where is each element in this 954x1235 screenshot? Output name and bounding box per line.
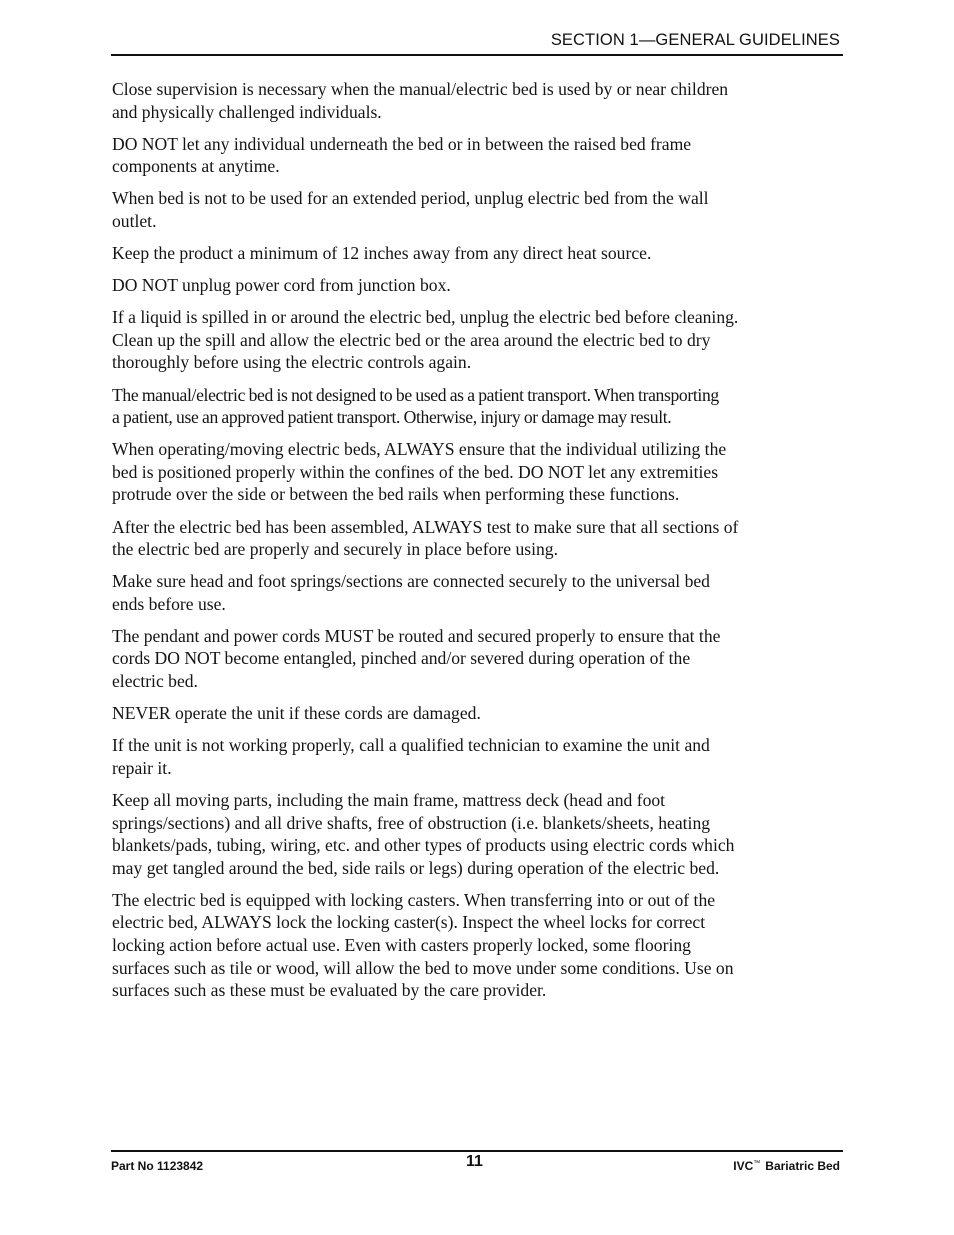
- text-line: Keep the product a minimum of 12 inches away from any direct heat source.: [112, 243, 652, 264]
- text-line: the electric bed are properly and securely in place before using.: [112, 539, 558, 560]
- text-line: Clean up the spill and allow the electric bed or the area around the electric bed to dry: [112, 329, 711, 350]
- product-label: [733, 1159, 840, 1173]
- text-line: When operating/moving electric beds, ALWAYS ensure that the individual utilizing the: [112, 439, 727, 460]
- text-line: repair it.: [112, 757, 172, 778]
- text-line: Close supervision is necessary when the manual/electric bed is used by or near children: [112, 79, 729, 99]
- text-line: a patient, use an approved patient transport. Otherwise, injury or damage may result.: [112, 407, 672, 428]
- text-line: may get tangled around the bed, side rails or legs) during operation of the electric bed.: [112, 857, 720, 878]
- text-line: outlet.: [112, 210, 157, 231]
- section-title: SECTION 1—GENERAL GUIDELINES: [550, 31, 840, 49]
- footer-divider: [111, 1150, 843, 1152]
- text-line: The manual/electric bed is not designed to be used as a patient transport. When transporting: [112, 384, 719, 405]
- text-line: electric bed.: [112, 671, 198, 692]
- text-line: Keep all moving parts, including the main frame, mattress deck (head and foot: [112, 789, 666, 810]
- text-line: NEVER operate the unit if these cords are damaged.: [112, 703, 481, 724]
- paragraph-locking-casters: [112, 889, 844, 1002]
- paragraph-unplug-extended: [112, 187, 844, 232]
- text-line: surfaces such as tile or wood, will allow the bed to move under some conditions. Use on: [112, 957, 734, 978]
- paragraph-cord-routing: [112, 625, 844, 693]
- paragraph-operating-moving: [112, 438, 844, 506]
- paragraph-supervision: [112, 78, 844, 123]
- paragraph-springs-connected: [112, 570, 844, 615]
- text-line: surfaces such as these must be evaluated by the care provider.: [112, 980, 547, 1001]
- text-line: locking action before actual use. Even with casters properly locked, some flooring: [112, 935, 691, 955]
- text-line: When bed is not to be used for an extended period, unplug electric bed from the wall: [112, 188, 709, 209]
- text-line: The electric bed is equipped with locking casters. When transferring into or out of the: [112, 889, 716, 910]
- text-line: The pendant and power cords MUST be routed and secured properly to ensure that the: [112, 625, 721, 646]
- paragraph-moving-parts: [112, 789, 844, 879]
- text-line: and physically challenged individuals.: [112, 101, 382, 122]
- text-line: Make sure head and foot springs/sections are connected securely to the universal bed: [112, 571, 710, 592]
- text-line: cords DO NOT become entangled, pinched and/or severed during operation of the: [112, 648, 691, 669]
- paragraph-liquid-spill: [112, 306, 844, 374]
- text-line: blankets/pads, tubing, wiring, etc. and other types of products using electric cords which: [112, 835, 735, 856]
- text-line: thoroughly before using the electric controls again.: [112, 352, 472, 373]
- page-number: 11: [466, 1153, 483, 1170]
- brand-name: IVC: [733, 1159, 754, 1173]
- text-line: electric bed, ALWAYS lock the locking caster(s). Inspect the wheel locks for correct: [112, 912, 706, 933]
- paragraph-patient-transport: [112, 384, 844, 429]
- text-line: ends before use.: [112, 593, 226, 614]
- text-line: springs/sections) and all drive shafts, free of obstruction (i.e. blankets/sheets, heating: [112, 812, 711, 833]
- part-number: Part No 1123842: [111, 1159, 204, 1173]
- guidelines-body: [112, 78, 844, 1011]
- text-line: After the electric bed has been assembled, ALWAYS test to make sure that all sections of: [112, 516, 739, 537]
- header-divider: [111, 54, 843, 56]
- paragraph-qualified-technician: [112, 734, 844, 779]
- paragraph-junction-box: [112, 274, 844, 297]
- text-line: If the unit is not working properly, call a qualified technician to examine the unit and: [112, 735, 710, 756]
- text-line: DO NOT let any individual underneath the bed or in between the raised bed frame: [112, 133, 692, 154]
- trademark-symbol: ™: [753, 1160, 761, 1167]
- paragraph-heat-source: [112, 242, 844, 265]
- paragraph-damaged-cords: [112, 702, 844, 725]
- text-line: DO NOT unplug power cord from junction box.: [112, 275, 451, 296]
- text-line: protrude over the side or between the bed rails when performing these functions.: [112, 484, 680, 505]
- text-line: If a liquid is spilled in or around the electric bed, unplug the electric bed before cleaning.: [112, 307, 739, 328]
- product-name: Bariatric Bed: [765, 1159, 840, 1173]
- paragraph-underneath-warning: [112, 133, 844, 178]
- text-line: components at anytime.: [112, 156, 280, 177]
- paragraph-assembly-test: [112, 516, 844, 561]
- text-line: bed is positioned properly within the confines of the bed. DO NOT let any extremities: [112, 461, 719, 482]
